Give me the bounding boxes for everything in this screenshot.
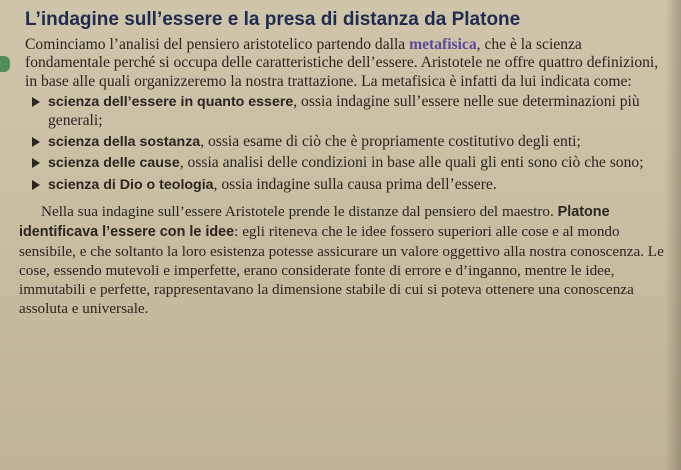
- page-shadow: [665, 0, 681, 470]
- definition-term: scienza di Dio o teologia: [48, 176, 214, 193]
- definition-text: , ossia esame di ciò che è propriamente costitutivo degli enti;: [200, 133, 581, 151]
- plato-paragraph: [19, 202, 665, 318]
- definition-term: scienza dell’essere in quanto essere: [48, 94, 294, 111]
- definition-item: [25, 133, 665, 151]
- triangle-bullet-icon: [32, 137, 40, 147]
- definition-text: , ossia indagine sull’essere nelle sue determinazioni più generali;: [48, 93, 640, 129]
- definition-item: [25, 93, 665, 130]
- definition-term: scienza della sostanza: [48, 134, 201, 151]
- page-content: [19, 8, 665, 318]
- triangle-bullet-icon: [32, 97, 40, 107]
- plato-opening: Nella sua indagine sull’essere Aristotele prende le distanze dal pensiero del maestro.: [41, 203, 558, 221]
- intro-before-keyword: Cominciamo l’analisi del pensiero aristotelico partendo dalla: [25, 36, 410, 53]
- plato-lead: Platone identificava l’essere con le idee: [19, 204, 610, 241]
- intro-after-keyword: , che è la scienza fondamentale perché si occupa delle caratteristiche dell’essere. Aristotele ne offre quattro definizioni, in base alle quali organizzeremo la nostra trattazione. La metafisica è infatti da lui indicata come:: [25, 36, 659, 90]
- definition-item: [25, 154, 665, 172]
- definition-item: [25, 176, 665, 194]
- section-title: L’indagine sull’essere e la presa di distanza da Platone: [25, 9, 521, 30]
- triangle-bullet-icon: [32, 180, 40, 190]
- intro-paragraph: [25, 36, 665, 91]
- plato-body: : egli riteneva che le idee fossero superiori alle cose e al mondo sensibile, e che soltanto la loro esistenza potesse assicurare un valore oggettivo alla nostra conoscenza. Le cose, essendo mutevoli e imperfette, erano considerate fonte di errore e d’inganno, mentre le idee, immutabili e perfette, rappresentavano la dimensione stabile di cui si poteva ottenere una conoscenza assoluta e universale.: [19, 223, 664, 318]
- definition-term: scienza delle cause: [48, 155, 180, 172]
- definition-text: , ossia analisi delle condizioni in base alle quali gli enti sono ciò che sono;: [179, 154, 644, 172]
- definition-text: , ossia indagine sulla causa prima dell’essere.: [213, 175, 497, 193]
- definitions-list: [25, 93, 665, 194]
- triangle-bullet-icon: [32, 158, 40, 168]
- page-edge-marker: [0, 56, 10, 72]
- intro-keyword: metafisica: [409, 36, 477, 53]
